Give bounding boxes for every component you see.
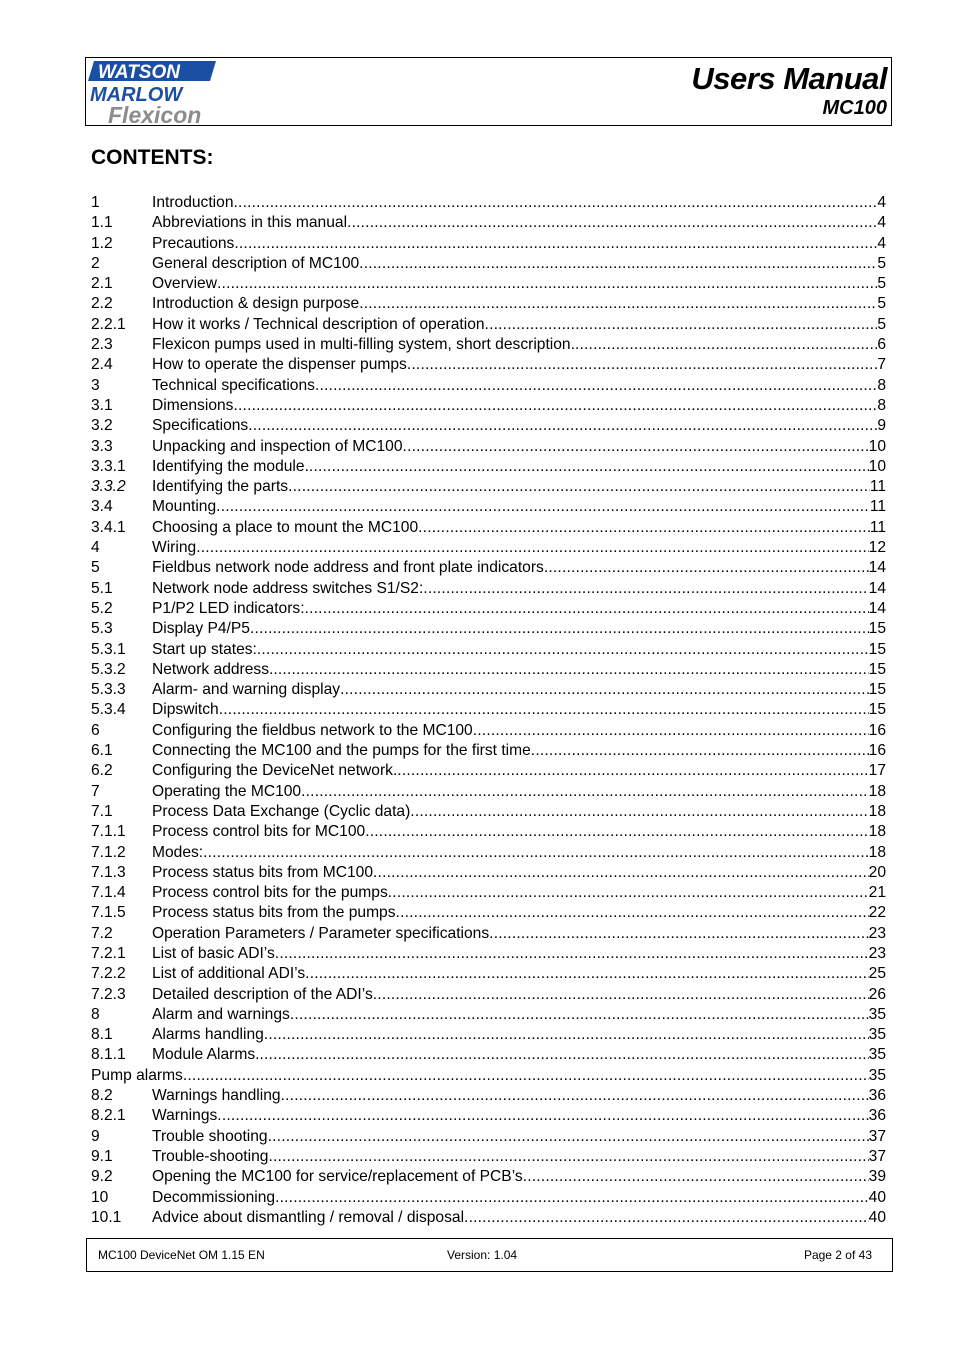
toc-entry-title: Dipswitch [152, 701, 219, 719]
toc-entry-number: 2.1 [91, 275, 113, 293]
toc-entry-page: 35 [868, 1026, 886, 1044]
page-header [85, 57, 892, 126]
toc-entry-title: Trouble shooting [152, 1127, 268, 1145]
toc-entry[interactable] [91, 1147, 886, 1167]
toc-entry[interactable] [91, 863, 886, 883]
toc-entry-page: 14 [868, 579, 886, 597]
toc-entry[interactable] [91, 944, 886, 964]
toc-entry-title: Wiring [152, 539, 197, 557]
toc-entry[interactable] [91, 558, 886, 578]
toc-dot-leader [315, 376, 877, 396]
toc-entry-title: Fieldbus network node address and front plate indicators [152, 559, 544, 577]
footer-version: Version: 1.04 [447, 1248, 518, 1262]
toc-dot-leader [268, 1147, 868, 1167]
toc-dot-leader [217, 1106, 868, 1126]
toc-entry-page: 37 [868, 1127, 886, 1145]
toc-entry-number: 8.1.1 [91, 1046, 126, 1064]
toc-entry-page: 15 [868, 701, 886, 719]
toc-dot-leader [396, 903, 869, 923]
toc-entry-number: 5.3 [91, 620, 113, 638]
toc-entry[interactable] [91, 1188, 886, 1208]
toc-dot-leader [275, 1188, 869, 1208]
toc-dot-leader [373, 985, 869, 1005]
toc-entry-title: Choosing a place to mount the MC100 [152, 518, 419, 536]
toc-entry-title: List of additional ADI’s [152, 965, 306, 983]
toc-entry[interactable] [91, 619, 886, 639]
toc-entry-number: 3.3 [91, 437, 113, 455]
toc-entry-number: 7.2.2 [91, 965, 126, 983]
toc-dot-leader [340, 680, 869, 700]
toc-entry[interactable] [91, 315, 886, 335]
toc-entry-number: 7.1 [91, 802, 113, 820]
toc-dot-leader [418, 518, 870, 538]
toc-dot-leader [464, 1208, 869, 1228]
toc-entry-page: 5 [877, 254, 886, 272]
toc-dot-leader [305, 964, 868, 984]
toc-entry[interactable] [91, 396, 886, 416]
toc-entry-title: Configuring the DeviceNet network. [152, 762, 398, 780]
toc-entry-number: 1 [91, 194, 100, 211]
toc-entry-page: 21 [868, 884, 886, 902]
toc-dot-leader [234, 234, 877, 254]
svg-text:MARLOW: MARLOW [90, 84, 183, 106]
toc-entry[interactable] [91, 680, 886, 700]
toc-dot-leader [485, 315, 878, 335]
toc-entry[interactable] [91, 1066, 886, 1086]
toc-dot-leader [217, 274, 877, 294]
toc-entry-title: Start up states: [152, 640, 257, 658]
page-footer [86, 1238, 893, 1272]
toc-entry-page: 12 [868, 539, 886, 557]
toc-entry[interactable] [91, 193, 886, 213]
toc-entry-page: 36 [868, 1107, 886, 1125]
toc-entry-page: 4 [877, 194, 886, 211]
toc-entry-title: Mounting [152, 498, 217, 516]
toc-entry[interactable] [91, 721, 886, 741]
toc-entry-page: 35 [868, 1005, 886, 1023]
svg-text:WATSON: WATSON [98, 62, 180, 83]
toc-entry-page: 10 [868, 457, 886, 475]
toc-entry-number: 5.2 [91, 599, 113, 617]
toc-entry-title: Process control bits for the pumps [152, 884, 388, 902]
toc-entry-number: 7.1.2 [91, 843, 126, 861]
toc-entry[interactable] [91, 1127, 886, 1147]
toc-entry[interactable] [91, 437, 886, 457]
toc-entry-number: 3.3.1 [91, 457, 126, 475]
toc-entry-title: Trouble-shooting [152, 1147, 269, 1165]
toc-dot-leader [347, 213, 877, 233]
toc-entry-number: 2.2.1 [91, 315, 126, 333]
toc-entry-number: 6.1 [91, 742, 113, 760]
toc-dot-leader [281, 1086, 869, 1106]
toc-entry-page: 5 [877, 315, 886, 333]
toc-dot-leader [288, 477, 870, 497]
toc-dot-leader [234, 193, 878, 213]
toc-dot-leader [544, 558, 869, 578]
toc-entry-page: 4 [877, 214, 886, 232]
toc-entry-title: How it works / Technical description of operation [152, 315, 485, 333]
toc-entry-page: 16 [868, 742, 886, 760]
toc-entry-page: 35 [868, 1066, 886, 1084]
toc-entry[interactable] [91, 660, 886, 680]
toc-entry[interactable] [91, 985, 886, 1005]
toc-entry-page: 8 [877, 396, 886, 414]
toc-entry-title: Connecting the MC100 and the pumps for the first time [152, 742, 531, 760]
toc-entry-title: Network node address switches S1/S2: [152, 579, 424, 597]
toc-entry[interactable] [91, 741, 886, 761]
toc-entry[interactable] [91, 538, 886, 558]
toc-dot-leader [275, 944, 869, 964]
toc-dot-leader [273, 660, 868, 680]
toc-entry-number: 3.1 [91, 396, 113, 414]
toc-entry-number: 8.1 [91, 1026, 113, 1044]
toc-entry[interactable] [91, 518, 886, 538]
toc-entry-page: 10 [868, 437, 886, 455]
toc-entry-page: 18 [868, 802, 886, 820]
toc-entry-page: 23 [868, 924, 886, 942]
toc-entry-page: 39 [868, 1168, 886, 1186]
toc-entry-title: Flexicon pumps used in multi-filling system, short description. [152, 336, 575, 354]
toc-entry-number: 9 [91, 1127, 100, 1145]
toc-entry-title: Process status bits from the pumps [152, 904, 396, 922]
toc-dot-leader [523, 1167, 869, 1187]
toc-entry-title: Modes: [152, 843, 204, 861]
toc-entry-page: 15 [868, 681, 886, 699]
footer-page-number: Page 2 of 43 [803, 1248, 872, 1262]
toc-entry-number: 3.4.1 [91, 518, 126, 536]
toc-entry-title: Operation Parameters / Parameter specifications [152, 924, 490, 942]
toc-dot-leader [259, 1045, 868, 1065]
toc-entry-page: 15 [868, 620, 886, 638]
toc-dot-leader [388, 883, 869, 903]
toc-entry-number: 7.2.1 [91, 944, 126, 962]
toc-entry-number: 5.1 [91, 579, 113, 597]
toc-entry-page: 4 [877, 234, 886, 252]
toc-entry-number: 2 [91, 254, 100, 272]
toc-entry-title: Display P4/P5 [152, 620, 250, 638]
toc-entry-title: Process Data Exchange (Cyclic data) [152, 802, 411, 820]
toc-entry[interactable] [91, 254, 886, 274]
toc-entry-title: Identifying the parts [152, 478, 289, 496]
toc-entry-number: 3.4 [91, 498, 113, 516]
table-of-contents [91, 193, 886, 1228]
toc-dot-leader [359, 254, 877, 274]
contents-heading: CONTENTS: [91, 146, 214, 169]
toc-entry-number: 5.3.4 [91, 701, 126, 719]
toc-entry[interactable] [91, 213, 886, 233]
toc-entry-title: Warnings handling [152, 1087, 281, 1105]
toc-entry-number: 7.1.4 [91, 884, 126, 902]
toc-entry[interactable] [91, 234, 886, 254]
toc-entry-number: 9.1 [91, 1147, 113, 1165]
toc-entry-number: 7 [91, 782, 100, 800]
toc-entry-number: 8 [91, 1005, 100, 1023]
toc-entry[interactable] [91, 964, 886, 984]
toc-entry-page: 18 [868, 782, 886, 800]
toc-entry-title: Pump alarms [91, 1066, 183, 1084]
toc-entry-page: 17 [868, 762, 886, 780]
toc-entry-title: Alarm- and warning display [152, 681, 341, 699]
toc-entry-number: 2.4 [91, 356, 113, 374]
toc-entry-number: 7.1.3 [91, 863, 126, 881]
toc-entry-title: Operating the MC100 [152, 782, 302, 800]
toc-entry-page: 6 [877, 336, 886, 354]
toc-entry[interactable] [91, 700, 886, 720]
toc-entry-title: P1/P2 LED indicators: [152, 599, 305, 617]
toc-dot-leader [290, 1005, 869, 1025]
toc-entry-page: 11 [869, 518, 886, 536]
toc-entry-number: 6 [91, 721, 100, 739]
toc-entry-page: 18 [868, 843, 886, 861]
toc-entry[interactable] [91, 1208, 886, 1228]
toc-entry[interactable] [91, 761, 886, 781]
document-title-block [691, 62, 887, 120]
toc-entry-title: Specifications [152, 417, 249, 435]
svg-text:Flexicon: Flexicon [108, 102, 202, 125]
toc-dot-leader [489, 924, 868, 944]
toc-entry-page: 11 [869, 498, 886, 516]
toc-entry-page: 8 [877, 376, 886, 394]
toc-entry-title: Decommissioning [152, 1188, 276, 1206]
toc-entry[interactable] [91, 497, 886, 517]
toc-dot-leader [216, 497, 870, 517]
toc-entry-number: 5.3.3 [91, 681, 126, 699]
toc-entry-title: Detailed description of the ADI’s [152, 985, 373, 1003]
toc-entry-page: 37 [868, 1147, 886, 1165]
toc-entry-title: Abbreviations in this manual [152, 214, 348, 232]
toc-dot-leader [575, 335, 877, 355]
toc-entry-page: 5 [877, 295, 886, 313]
toc-entry-title: Technical specifications [152, 376, 315, 394]
toc-entry-title: Module Alarms. [152, 1046, 260, 1064]
toc-entry-title: Overview [152, 275, 217, 293]
toc-dot-leader [248, 416, 877, 436]
toc-entry-title: Identifying the module. [152, 457, 309, 475]
toc-entry-title: Process status bits from MC100 [152, 863, 373, 881]
toc-dot-leader [305, 599, 869, 619]
toc-entry-number: 1.2 [91, 234, 113, 252]
document-subtitle: MC100 [822, 97, 887, 119]
toc-entry-page: 15 [868, 660, 886, 678]
toc-dot-leader [196, 538, 868, 558]
toc-entry-page: 35 [868, 1046, 886, 1064]
toc-entry[interactable] [91, 883, 886, 903]
toc-entry[interactable] [91, 355, 886, 375]
toc-entry[interactable] [91, 477, 886, 497]
toc-entry[interactable] [91, 782, 886, 802]
toc-entry[interactable] [91, 924, 886, 944]
toc-entry[interactable] [91, 1106, 886, 1126]
toc-entry-page: 20 [868, 863, 886, 881]
toc-entry-number: 10.1 [91, 1208, 122, 1226]
toc-entry-title: Introduction & design purpose [152, 295, 360, 313]
toc-dot-leader [403, 437, 869, 457]
toc-entry-page: 9 [877, 417, 886, 435]
toc-entry-number: 5.3.1 [91, 640, 126, 658]
toc-entry-number: 9.2 [91, 1168, 113, 1186]
toc-dot-leader [183, 1066, 869, 1086]
toc-entry-number: 3 [91, 376, 100, 394]
toc-dot-leader [473, 721, 869, 741]
toc-dot-leader [373, 863, 869, 883]
toc-entry[interactable] [91, 843, 886, 863]
toc-entry-number: 8.2.1 [91, 1107, 126, 1125]
toc-dot-leader [359, 294, 877, 314]
toc-entry-number: 2.3 [91, 336, 113, 354]
toc-entry-number: 3.3.2 [91, 478, 126, 496]
toc-entry-title: Configuring the fieldbus network to the MC100 [152, 721, 473, 739]
toc-entry[interactable] [91, 294, 886, 314]
toc-entry[interactable] [91, 1025, 886, 1045]
toc-entry-number: 2.2 [91, 295, 113, 313]
toc-entry-page: 16 [868, 721, 886, 739]
toc-entry[interactable] [91, 640, 886, 660]
toc-entry-page: 23 [868, 944, 886, 962]
toc-entry-page: 15 [868, 640, 886, 658]
toc-entry-page: 18 [868, 823, 886, 841]
toc-entry-page: 40 [868, 1188, 886, 1206]
footer-document-id: MC100 DeviceNet OM 1.15 EN [98, 1248, 265, 1262]
toc-dot-leader [423, 579, 868, 599]
toc-entry-number: 7.1.1 [91, 823, 126, 841]
toc-entry-title: Warnings [152, 1107, 218, 1125]
toc-dot-leader [531, 741, 869, 761]
toc-entry-title: Introduction [152, 194, 234, 211]
toc-entry[interactable] [91, 274, 886, 294]
toc-entry-number: 5 [91, 559, 100, 577]
toc-entry-page: 25 [868, 965, 886, 983]
watson-marlow-flexicon-logo [88, 59, 220, 125]
toc-entry-title: Opening the MC100 for service/replacement of PCB’s [152, 1168, 523, 1186]
toc-entry-page: 40 [868, 1208, 886, 1226]
toc-entry-number: 4 [91, 539, 100, 557]
toc-entry-title: Dimensions [152, 396, 234, 414]
toc-entry[interactable] [91, 335, 886, 355]
toc-entry-number: 6.2 [91, 762, 113, 780]
toc-dot-leader [397, 761, 868, 781]
toc-entry-title: Advice about dismantling / removal / disposal [152, 1208, 465, 1226]
toc-entry-number: 5.3.2 [91, 660, 126, 678]
toc-entry-number: 7.2.3 [91, 985, 126, 1003]
toc-entry-number: 3.2 [91, 417, 113, 435]
toc-entry-title: Alarms handling [152, 1026, 264, 1044]
toc-dot-leader [365, 822, 868, 842]
toc-entry-title: Process control bits for MC100 [152, 823, 366, 841]
toc-entry-page: 11 [869, 478, 886, 496]
toc-entry-title: List of basic ADI’s [152, 944, 275, 962]
toc-entry-page: 5 [877, 275, 886, 293]
toc-entry-page: 26 [868, 985, 886, 1003]
toc-entry[interactable] [91, 822, 886, 842]
toc-entry[interactable] [91, 457, 886, 477]
toc-entry-title: Network address. [152, 660, 274, 678]
toc-dot-leader [410, 802, 868, 822]
toc-entry-title: How to operate the dispenser pumps [152, 356, 407, 374]
toc-entry[interactable] [91, 1086, 886, 1106]
toc-entry-number: 8.2 [91, 1087, 113, 1105]
toc-entry-page: 7 [877, 356, 886, 374]
toc-dot-leader [203, 843, 869, 863]
toc-entry-title: Precautions [152, 234, 235, 252]
toc-entry-title: General description of MC100 [152, 254, 360, 272]
toc-entry-page: 22 [868, 904, 886, 922]
toc-entry[interactable] [91, 579, 886, 599]
toc-entry-number: 10 [91, 1188, 109, 1206]
toc-entry-number: 1.1 [91, 214, 113, 232]
toc-dot-leader [268, 1127, 869, 1147]
toc-dot-leader [407, 355, 877, 375]
toc-entry[interactable] [91, 802, 886, 822]
toc-entry[interactable] [91, 1045, 886, 1065]
toc-entry-page: 14 [868, 559, 886, 577]
toc-dot-leader [264, 1025, 869, 1045]
toc-dot-leader [309, 457, 869, 477]
toc-entry-title: Alarm and warnings [152, 1005, 290, 1023]
toc-entry-title: Unpacking and inspection of MC100 [152, 437, 403, 455]
toc-entry[interactable] [91, 376, 886, 396]
toc-entry-page: 36 [868, 1087, 886, 1105]
toc-entry[interactable] [91, 1167, 886, 1187]
toc-entry-number: 7.1.5 [91, 904, 126, 922]
toc-dot-leader [233, 396, 877, 416]
toc-dot-leader [257, 640, 869, 660]
toc-entry[interactable] [91, 416, 886, 436]
toc-entry[interactable] [91, 903, 886, 923]
document-title: Users Manual [691, 61, 887, 96]
toc-dot-leader [301, 782, 869, 802]
toc-entry-page: 14 [868, 599, 886, 617]
toc-dot-leader [219, 700, 869, 720]
toc-dot-leader [250, 619, 869, 639]
toc-entry-number: 7.2 [91, 924, 113, 942]
toc-entry[interactable] [91, 1005, 886, 1025]
toc-entry[interactable] [91, 599, 886, 619]
